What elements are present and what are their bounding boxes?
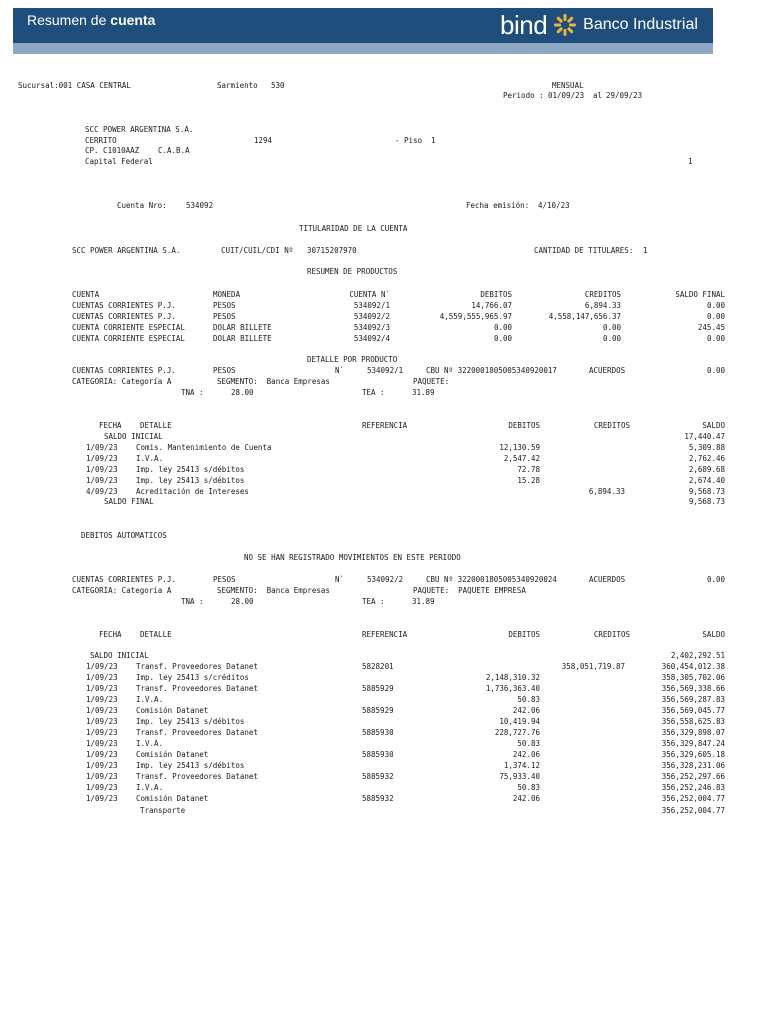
products-header-saldo: SALDO FINAL [675, 290, 725, 299]
transaction-reference: 5885932 [362, 794, 394, 803]
transaction-detail: Imp. ley 25413 s/débitos [136, 717, 245, 726]
product-debits: 4,559,555,965.97 [439, 312, 512, 321]
title-bold: cuenta [110, 12, 156, 28]
bank-name: Banco Industrial [583, 16, 698, 33]
detail1-header-creditos: CREDITOS [593, 421, 630, 430]
client-province: Capital Federal [85, 157, 153, 166]
detail2-category: CATEGORIA: Categoría A [72, 586, 172, 595]
branch-number: 530 [271, 81, 285, 90]
detail1-opening-label: SALDO INICIAL [104, 432, 163, 441]
transaction-balance: 356,569,045.77 [661, 706, 725, 715]
transaction-date: 1/09/23 [86, 761, 118, 770]
transaction-date: 1/09/23 [86, 454, 118, 463]
detail1-header-detalle: DETALLE [140, 421, 172, 430]
ownership-title: TITULARIDAD DE LA CUENTA [299, 224, 408, 233]
transaction-debit: 2,547.42 [503, 454, 540, 463]
account-number-label: Cuenta Nro: [117, 201, 167, 210]
transaction-debit: 12,130.59 [499, 443, 540, 452]
detail2-segment: SEGMENTO: Banca Empresas [217, 586, 330, 595]
detail2-currency: PESOS [213, 575, 236, 584]
detail1-n-label: N` [335, 366, 345, 375]
transaction-date: 1/09/23 [86, 465, 118, 474]
page-number: 1 [688, 157, 693, 166]
product-debits: 14,766.07 [471, 301, 512, 310]
detail1-header-debitos: DEBITOS [508, 421, 540, 430]
transaction-balance: 356,252,004.77 [661, 794, 725, 803]
client-floor: - Piso 1 [395, 136, 436, 145]
product-final-balance: 0.00 [706, 312, 725, 321]
issue-date-label: Fecha emisión: [466, 201, 530, 210]
transaction-date: 1/09/23 [86, 772, 118, 781]
transaction-debit: 50.83 [517, 783, 540, 792]
transaction-detail: Imp. ley 25413 s/débitos [136, 476, 245, 485]
detail1-agreements-value: 0.00 [706, 366, 725, 375]
transaction-detail: I.V.A. [136, 695, 164, 704]
transaction-reference: 5885930 [362, 750, 394, 759]
transaction-balance: 2,689.68 [688, 465, 725, 474]
transaction-detail: Comisión Datanet [136, 794, 209, 803]
products-header-creditos: CREDITOS [584, 290, 621, 299]
transaction-debit: 242.06 [512, 794, 540, 803]
transaction-reference: 5885929 [362, 684, 394, 693]
detail2-agreements-value: 0.00 [706, 575, 725, 584]
transaction-balance: 356,569,287.83 [661, 695, 725, 704]
transaction-debit: 242.06 [512, 750, 540, 759]
transaction-date: 1/09/23 [86, 706, 118, 715]
client-number: 1294 [254, 136, 273, 145]
products-header-cuenta: CUENTA [72, 290, 100, 299]
account-number: 534092 [186, 201, 214, 210]
detail2-cbu: CBU Nº 3220001805005340920024 [426, 575, 557, 584]
detail1-category: CATEGORIA: Categoría A [72, 377, 172, 386]
detail2-tna: 28.00 [231, 597, 254, 606]
product-debits: 0.00 [493, 323, 512, 332]
transaction-reference: 5885930 [362, 728, 394, 737]
product-credits: 0.00 [602, 323, 621, 332]
transaction-reference: 5885932 [362, 772, 394, 781]
detail1-header-saldo: SALDO [702, 421, 725, 430]
product-credits: 4,558,147,656.37 [548, 312, 621, 321]
detail1-type: CUENTAS CORRIENTES P.J. [72, 366, 176, 375]
transaction-date: 1/09/23 [86, 684, 118, 693]
transaction-detail: Transf. Proveedores Datanet [136, 662, 258, 671]
star-burst-icon [553, 13, 577, 37]
detail1-currency: PESOS [213, 366, 236, 375]
transaction-balance: 356,252,297.66 [661, 772, 725, 781]
client-postal-code: CP. C1010AAZ [85, 146, 140, 155]
product-account-type: CUENTA CORRIENTE ESPECIAL [72, 323, 185, 332]
transaction-date: 1/09/23 [86, 476, 118, 485]
product-final-balance: 245.45 [697, 323, 725, 332]
detail1-closing-balance: 9,568.73 [688, 497, 725, 506]
detail1-tna: 28.00 [231, 388, 254, 397]
transaction-detail: Imp. ley 25413 s/débitos [136, 465, 245, 474]
transaction-detail: Imp. ley 25413 s/débitos [136, 761, 245, 770]
product-account-number: 534092/1 [353, 301, 390, 310]
detail2-opening-label: SALDO INICIAL [90, 651, 149, 660]
transaction-debit: 50.83 [517, 695, 540, 704]
transaction-debit: 10,419.94 [499, 717, 540, 726]
transaction-detail: Transf. Proveedores Datanet [136, 728, 258, 737]
detail1-cbu: CBU Nº 3220001805005340920017 [426, 366, 557, 375]
transaction-credit: 6,894.33 [588, 487, 625, 496]
products-header-moneda: MONEDA [213, 290, 241, 299]
detail1-tea: 31.89 [412, 388, 435, 397]
product-currency: DOLAR BILLETE [213, 323, 272, 332]
transaction-balance: 360,454,012.38 [661, 662, 725, 671]
detail1-tea-label: TEA : [362, 388, 385, 397]
product-currency: PESOS [213, 312, 236, 321]
transaction-detail: Comisión Datanet [136, 706, 209, 715]
transaction-debit: 1,736,363.40 [485, 684, 540, 693]
transaction-detail: I.V.A. [136, 454, 164, 463]
detail2-tea-label: TEA : [362, 597, 385, 606]
product-account-number: 534092/3 [353, 323, 390, 332]
detail2-n-label: N` [335, 575, 345, 584]
transaction-debit: 50.83 [517, 739, 540, 748]
product-debits: 0.00 [493, 334, 512, 343]
transaction-detail: I.V.A. [136, 739, 164, 748]
transaction-detail: Transf. Proveedores Datanet [136, 684, 258, 693]
product-account-number: 534092/2 [353, 312, 390, 321]
product-account-number: 534092/4 [353, 334, 390, 343]
product-credits: 0.00 [602, 334, 621, 343]
detail2-type: CUENTAS CORRIENTES P.J. [72, 575, 176, 584]
branch-street: Sarmiento [217, 81, 258, 90]
transaction-debit: 72.78 [517, 465, 540, 474]
detail2-header-referencia: REFERENCIA [362, 630, 408, 639]
transaction-debit: 242.06 [512, 706, 540, 715]
transaction-balance: 356,328,231.06 [661, 761, 725, 770]
document-title [27, 13, 155, 27]
title-light: Resumen de [27, 12, 111, 28]
detail1-segment: SEGMENTO: Banca Empresas [217, 377, 330, 386]
client-city: C.A.B.A [158, 146, 190, 155]
transaction-detail: Acreditación de Intereses [136, 487, 249, 496]
detail2-account: 534092/2 [367, 575, 404, 584]
product-account-type: CUENTA CORRIENTE ESPECIAL [72, 334, 185, 343]
detail-title: DETALLE POR PRODUCTO [307, 355, 398, 364]
detail2-header-saldo: SALDO [702, 630, 725, 639]
detail1-header-fecha: FECHA [99, 421, 122, 430]
detail1-opening-balance: 17,440.47 [684, 432, 725, 441]
transaction-balance: 5,309.88 [688, 443, 725, 452]
detail1-account: 534092/1 [367, 366, 404, 375]
detail2-agreements-label: ACUERDOS [589, 575, 626, 584]
transaction-date: 1/09/23 [86, 783, 118, 792]
transaction-balance: 2,762.46 [688, 454, 725, 463]
transport-label: Transporte [140, 806, 186, 815]
auto-debits-message: NO SE HAN REGISTRADO MOVIMIENTOS EN ESTE PERIODO [244, 553, 461, 562]
product-account-type: CUENTAS CORRIENTES P.J. [72, 301, 176, 310]
client-name: SCC POWER ARGENTINA S.A. [85, 125, 194, 134]
transaction-detail: Comisión Datanet [136, 750, 209, 759]
detail2-header-creditos: CREDITOS [593, 630, 630, 639]
period-to: 29/09/23 [606, 91, 643, 100]
detail1-tna-label: TNA : [181, 388, 204, 397]
detail1-package: PAQUETE: [413, 377, 450, 386]
cuit-label: CUIT/CUIL/CDI Nº [221, 246, 294, 255]
detail2-package: PAQUETE: PAQUETE EMPRESA [413, 586, 526, 595]
client-street: CERRITO [85, 136, 117, 145]
detail2-header-debitos: DEBITOS [508, 630, 540, 639]
transaction-balance: 356,329,898.07 [661, 728, 725, 737]
bank-logo [500, 10, 698, 40]
detail1-header-referencia: REFERENCIA [362, 421, 408, 430]
cuit-number: 30715207970 [307, 246, 357, 255]
transaction-date: 1/09/23 [86, 750, 118, 759]
issue-date: 4/10/23 [538, 201, 570, 210]
product-credits: 6,894.33 [584, 301, 621, 310]
transaction-date: 1/09/23 [86, 794, 118, 803]
transaction-balance: 9,568.73 [688, 487, 725, 496]
product-currency: DOLAR BILLETE [213, 334, 272, 343]
transaction-reference: 5828201 [362, 662, 394, 671]
detail2-tea: 31.89 [412, 597, 435, 606]
detail1-agreements-label: ACUERDOS [589, 366, 626, 375]
transaction-detail: I.V.A. [136, 783, 164, 792]
transaction-balance: 2,674.40 [688, 476, 725, 485]
transaction-debit: 75,933.40 [499, 772, 540, 781]
transaction-date: 1/09/23 [86, 728, 118, 737]
brand-name: bind [500, 10, 548, 40]
detail2-header-detalle: DETALLE [140, 630, 172, 639]
transaction-debit: 15.28 [517, 476, 540, 485]
transaction-detail: Imp. ley 25413 s/créditos [136, 673, 249, 682]
transaction-date: 1/09/23 [86, 717, 118, 726]
products-title: RESUMEN DE PRODUCTOS [307, 267, 398, 276]
transaction-credit: 358,051,719.87 [561, 662, 625, 671]
transaction-balance: 356,558,625.83 [661, 717, 725, 726]
products-header-nro: CUENTA N` [349, 290, 390, 299]
transaction-balance: 356,329,605.18 [661, 750, 725, 759]
detail1-closing-label: SALDO FINAL [104, 497, 154, 506]
transaction-date: 1/09/23 [86, 673, 118, 682]
transaction-date: 1/09/23 [86, 662, 118, 671]
transaction-balance: 356,329,847.24 [661, 739, 725, 748]
product-final-balance: 0.00 [706, 301, 725, 310]
holder-name: SCC POWER ARGENTINA S.A. [72, 246, 181, 255]
detail2-opening-balance: 2,402,292.51 [670, 651, 725, 660]
detail2-header-fecha: FECHA [99, 630, 122, 639]
transaction-debit: 2,148,310.32 [485, 673, 540, 682]
transaction-debit: 1,374.12 [503, 761, 540, 770]
product-final-balance: 0.00 [706, 334, 725, 343]
transport-balance: 356,252,004.77 [661, 806, 725, 815]
branch-name: Sucursal:001 CASA CENTRAL [18, 81, 131, 90]
transaction-balance: 356,252,246.83 [661, 783, 725, 792]
transaction-detail: Comis. Mantenimiento de Cuenta [136, 443, 272, 452]
period-from: 01/09/23 [548, 91, 585, 100]
products-header-debitos: DEBITOS [480, 290, 512, 299]
transaction-date: 1/09/23 [86, 739, 118, 748]
period-label: Periodo : [503, 91, 544, 100]
transaction-debit: 228,727.76 [494, 728, 540, 737]
detail2-tna-label: TNA : [181, 597, 204, 606]
product-account-type: CUENTAS CORRIENTES P.J. [72, 312, 176, 321]
transaction-detail: Transf. Proveedores Datanet [136, 772, 258, 781]
transaction-balance: 358,305,702.06 [661, 673, 725, 682]
auto-debits-title: DEBITOS AUTOMATICOS [81, 531, 167, 540]
period-frequency: MENSUAL [552, 81, 584, 90]
holders-count: 1 [643, 246, 648, 255]
holders-count-label: CANTIDAD DE TITULARES: [534, 246, 634, 255]
transaction-reference: 5885929 [362, 706, 394, 715]
header-strip [13, 43, 713, 54]
product-currency: PESOS [213, 301, 236, 310]
transaction-date: 1/09/23 [86, 443, 118, 452]
transaction-date: 1/09/23 [86, 695, 118, 704]
transaction-date: 4/09/23 [86, 487, 118, 496]
period-separator: al [593, 91, 603, 100]
transaction-balance: 356,569,338.66 [661, 684, 725, 693]
